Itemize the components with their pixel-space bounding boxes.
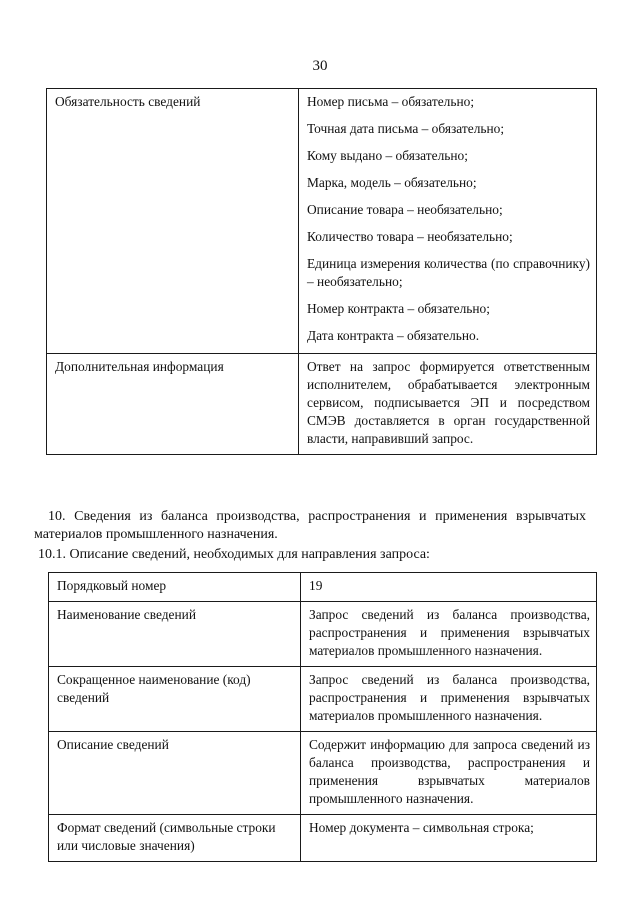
list-item: Описание товара – необязательно; xyxy=(307,202,503,217)
row-value: Запрос сведений из баланса производства, распространения и применения взрывчатых материалов промышленного назначения. xyxy=(301,602,597,667)
row-label: Обязательность сведений xyxy=(47,89,299,354)
row-value: Номер документа – символьная строка; xyxy=(301,815,597,862)
list-item: Количество товара – необязательно; xyxy=(307,229,513,244)
table-row xyxy=(47,89,597,354)
row-label: Наименование сведений xyxy=(49,602,301,667)
table-row xyxy=(49,732,597,815)
list-item: Кому выдано – обязательно; xyxy=(307,148,468,163)
row-value: Запрос сведений из баланса производства, распространения и применения взрывчатых материалов промышленного назначения. xyxy=(301,667,597,732)
list-item: Номер письма – обязательно; xyxy=(307,94,475,109)
list-item: Точная дата письма – обязательно; xyxy=(307,121,505,136)
row-label: Сокращенное наименование (код) сведений xyxy=(49,667,301,732)
list-item: Марка, модель – обязательно; xyxy=(307,175,477,190)
list-item: Номер контракта – обязательно; xyxy=(307,301,490,316)
table-row xyxy=(49,573,597,602)
table-row xyxy=(49,602,597,667)
list-item: Единица измерения количества (по справочнику) – необязательно; xyxy=(307,256,590,289)
requirements-table xyxy=(46,88,597,455)
table-row xyxy=(49,815,597,862)
row-value: Содержит информацию для запроса сведений из баланса производства, распространения и применения взрывчатых материалов промышленного назначения. xyxy=(301,732,597,815)
row-value xyxy=(299,89,597,354)
row-label: Порядковый номер xyxy=(49,573,301,602)
section-heading: 10. Сведения из баланса производства, распространения и применения взрывчатых материалов промышленного назначения. xyxy=(34,509,586,542)
table-row xyxy=(47,354,597,455)
row-label: Формат сведений (символьные строки или числовые значения) xyxy=(49,815,301,862)
request-description-table xyxy=(48,572,597,862)
list-item: Дата контракта – обязательно. xyxy=(307,328,480,343)
table-row xyxy=(49,667,597,732)
page-number: 30 xyxy=(312,58,328,74)
row-value: Ответ на запрос формируется ответственным исполнителем, обрабатывается электронным сервисом, подписывается ЭП и посредством СМЭВ доставляется в орган государственной власти, направивший запрос. xyxy=(299,354,597,455)
row-label: Дополнительная информация xyxy=(47,354,299,455)
row-value: 19 xyxy=(301,573,597,602)
row-label: Описание сведений xyxy=(49,732,301,815)
section-subheading: 10.1. Описание сведений, необходимых для направления запроса: xyxy=(38,547,430,562)
